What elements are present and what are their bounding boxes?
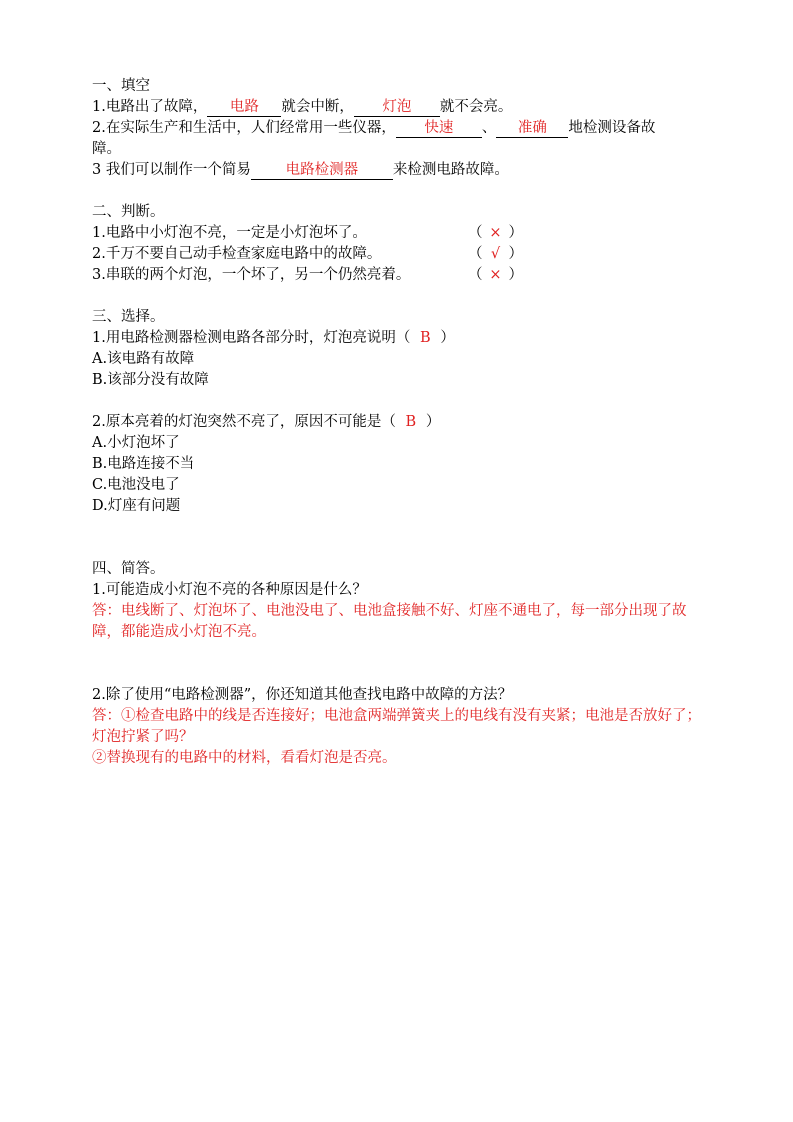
short-answer-1: 答：电线断了、灯泡坏了、电池没电了、电池盒接触不好、灯座不通电了，每一部分出现了故障，都能造成小灯泡不亮。 — [92, 603, 687, 640]
section2-heading: 二、判断。 — [92, 204, 165, 220]
short-answer-2-part2: ②替换现有的电路中的材料，看看灯泡是否亮。 — [92, 750, 397, 766]
section3-heading: 三、选择。 — [92, 309, 165, 325]
fill-q1-middle: 就会中断， — [281, 99, 354, 115]
close-paren: ） — [508, 246, 523, 262]
choice-option: A.小灯泡坏了 — [92, 435, 180, 451]
choice-question-2 — [92, 412, 704, 433]
cross-mark: × — [489, 225, 502, 241]
judge-item-text: 1.电路中小灯泡不亮，一定是小灯泡坏了。 — [92, 225, 367, 241]
short-answer-2-part1: 答：①检查电路中的线是否连接好；电池盒两端弹簧夹上的电线有没有夹紧；电池是否放好了；灯泡拧紧了吗？ — [92, 708, 701, 745]
fill-q1-blank1: 电路 — [207, 99, 281, 117]
choice-option: C.电池没电了 — [92, 477, 180, 493]
cross-mark: × — [489, 267, 502, 283]
fill-question-2 — [92, 118, 704, 139]
short-answer-question-2: 2.除了使用“电路检测器”，你还知道其他查找电路中故障的方法？ — [92, 687, 513, 703]
choice-q2-stem: 2.原本亮着的灯泡突然不亮了，原因不可能是（ — [92, 414, 396, 430]
close-paren: ） — [508, 267, 523, 283]
worksheet — [92, 76, 704, 769]
choice-q1-answer: B — [420, 330, 431, 346]
judge-item — [92, 244, 704, 265]
short-answer-question-1: 1.可能造成小灯泡不亮的各种原因是什么？ — [92, 582, 367, 598]
fill-question-1 — [92, 97, 704, 118]
choice-question-1 — [92, 328, 704, 349]
fill-q3-blank: 电路检测器 — [251, 162, 393, 180]
judge-item — [92, 265, 704, 286]
fill-q2-prefix: 2.在实际生产和生活中，人们经常用一些仪器， — [92, 120, 396, 136]
choice-option: A.该电路有故障 — [92, 351, 195, 367]
fill-q2-suffix: 地检测设备故 — [568, 120, 656, 136]
check-mark: √ — [490, 246, 501, 262]
judge-answer-bracket — [468, 223, 523, 244]
judge-item-text: 2.千万不要自己动手检查家庭电路中的故障。 — [92, 246, 382, 262]
open-paren: （ — [468, 225, 483, 241]
fill-q1-prefix: 1.电路出了故障， — [92, 99, 208, 115]
section1-heading: 一、填空 — [92, 78, 150, 94]
choice-q2-answer: B — [405, 414, 417, 430]
fill-q2-line2: 障。 — [92, 141, 121, 157]
judge-item — [92, 223, 704, 244]
choice-option: D.灯座有问题 — [92, 498, 181, 514]
choice-q1-stem: 1.用电路检测器检测电路各部分时，灯泡亮说明（ — [92, 330, 411, 346]
choice-option: B.电路连接不当 — [92, 456, 195, 472]
fill-q3-prefix: 3 我们可以制作一个简易 — [92, 162, 251, 178]
fill-q1-suffix: 就不会亮。 — [439, 99, 513, 115]
section4-heading: 四、简答。 — [92, 561, 165, 577]
fill-q3-suffix: 来检测电路故障。 — [392, 162, 509, 178]
judge-answer-bracket — [468, 265, 523, 286]
fill-q1-blank2: 灯泡 — [354, 99, 440, 117]
open-paren: （ — [468, 246, 483, 262]
open-paren: （ — [468, 267, 483, 283]
judge-item-text: 3.串联的两个灯泡，一个坏了，另一个仍然亮着。 — [92, 267, 411, 283]
choice-option: B.该部分没有故障 — [92, 372, 209, 388]
fill-q2-blank2: 准确 — [496, 120, 568, 138]
choice-q2-close: ） — [425, 414, 441, 430]
fill-q2-blank1: 快速 — [396, 120, 482, 138]
fill-question-3 — [92, 160, 704, 181]
fill-q2-sep: 、 — [481, 120, 497, 136]
close-paren: ） — [508, 225, 523, 241]
judge-answer-bracket — [468, 244, 523, 265]
choice-q1-close: ） — [440, 330, 455, 346]
